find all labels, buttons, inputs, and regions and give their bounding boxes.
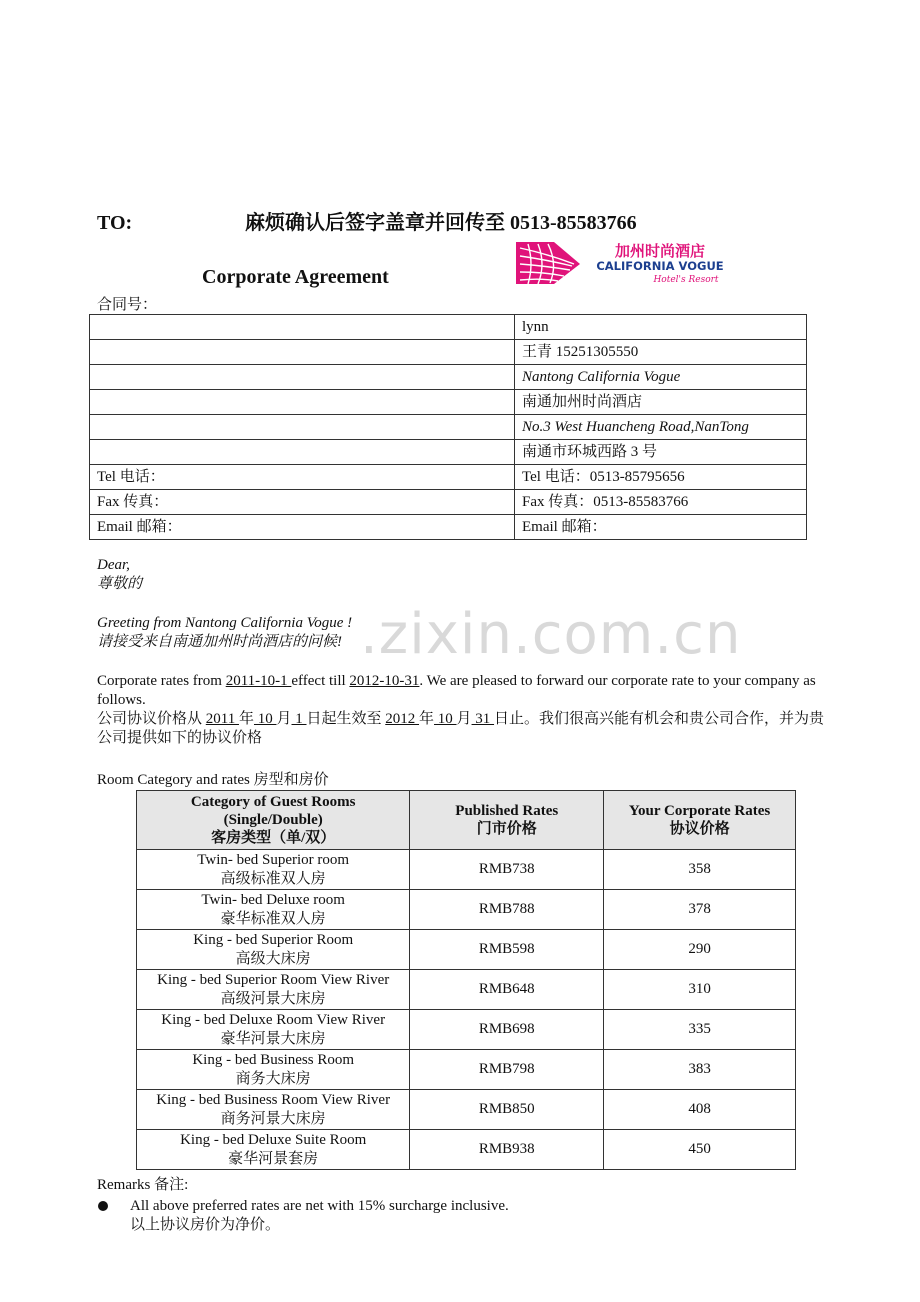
globe-emblem-icon <box>516 242 580 284</box>
end-month: 10 <box>434 711 457 727</box>
salutation <box>97 556 839 594</box>
text: 日起生效至 <box>306 711 386 727</box>
table-row <box>137 890 796 930</box>
room-category-cell <box>137 930 410 970</box>
end-date: 2012-10-31 <box>349 673 420 689</box>
header-cn: 协议价格 <box>669 821 730 837</box>
logo-name-en: CALIFORNIA VOGUE <box>596 259 724 273</box>
start-year: 2011 <box>205 711 239 727</box>
room-name-en: King - bed Business Room <box>192 1051 355 1068</box>
room-rates-table <box>136 790 796 1170</box>
text: 日止。我们很高兴能有机会和贵公司合作，并为贵公司提供如下的协议价格 <box>97 711 825 746</box>
published-rate-cell: RMB598 <box>410 930 604 970</box>
room-category-cell <box>137 850 410 890</box>
room-name-cn: 商务河景大床房 <box>220 1110 326 1127</box>
room-section-label: Room Category and rates 房型和房价 <box>97 772 329 788</box>
greeting-cn: 请接受来自南通加州时尚酒店的问候! <box>97 634 342 650</box>
table-header-row <box>137 791 796 850</box>
client-tel-cell[interactable]: Tel 电话： <box>90 465 515 490</box>
bullet-icon <box>98 1201 108 1211</box>
salutation-cn: 尊敬的 <box>97 576 143 592</box>
hotel-fax-cell: Fax 传真：0513-85583766 <box>515 490 807 515</box>
corporate-rate-cell: 450 <box>604 1130 796 1170</box>
text: 年 <box>238 711 254 727</box>
to-label: TO: <box>97 212 133 234</box>
room-name-cn: 豪华河景套房 <box>228 1150 319 1167</box>
corporate-rate-cell: 290 <box>604 930 796 970</box>
contract-number-label: 合同号： <box>97 297 158 313</box>
published-rate-cell: RMB788 <box>410 890 604 930</box>
hotel-cell: Nantong California Vogue <box>515 365 807 390</box>
corporate-rate-cell: 310 <box>604 970 796 1010</box>
watermark: .zixin.com.cn <box>360 602 742 667</box>
remarks-label: Remarks 备注: <box>97 1177 189 1193</box>
text: 年 <box>419 711 435 727</box>
contact-info-table <box>89 314 807 540</box>
salutation-en: Dear, <box>97 557 130 573</box>
table-row <box>137 1090 796 1130</box>
hotel-cell: lynn <box>515 315 807 340</box>
remark-text-cn: 以上协议房价为净价。 <box>130 1217 281 1233</box>
col-header-category <box>137 791 410 850</box>
room-name-en: King - bed Superior Room <box>193 931 354 948</box>
room-name-cn: 高级河景大床房 <box>220 990 326 1007</box>
start-month: 10 <box>253 711 277 727</box>
text: effect till <box>291 673 350 689</box>
room-name-cn: 高级标准双人房 <box>220 870 326 887</box>
header-en: Your Corporate Rates <box>628 803 771 819</box>
client-cell[interactable] <box>90 365 515 390</box>
header-en: Category of Guest Rooms <box>190 794 356 810</box>
client-email-cell[interactable]: Email 邮箱： <box>90 515 515 540</box>
table-row <box>137 930 796 970</box>
published-rate-cell: RMB938 <box>410 1130 604 1170</box>
room-category-cell <box>137 890 410 930</box>
remark-item <box>130 1197 830 1235</box>
published-rate-cell: RMB850 <box>410 1090 604 1130</box>
text: 月 <box>276 711 292 727</box>
rate-terms-en <box>97 672 839 710</box>
to-line <box>97 206 637 235</box>
client-cell[interactable] <box>90 390 515 415</box>
room-category-cell <box>137 1050 410 1090</box>
hotel-cell: No.3 West Huancheng Road,NanTong <box>515 415 807 440</box>
published-rate-cell: RMB738 <box>410 850 604 890</box>
page-title: Corporate Agreement <box>202 266 389 288</box>
hotel-tel-cell: Tel 电话：0513-85795656 <box>515 465 807 490</box>
room-name-cn: 豪华标准双人房 <box>220 910 326 927</box>
header-en: (Single/Double) <box>223 812 323 828</box>
table-row <box>90 440 807 465</box>
table-row <box>137 1050 796 1090</box>
end-day: 31 <box>471 711 495 727</box>
published-rate-cell: RMB798 <box>410 1050 604 1090</box>
room-name-en: King - bed Business Room View River <box>156 1091 391 1108</box>
greeting-en: Greeting from Nantong California Vogue ! <box>97 615 353 631</box>
fax-back-instruction: 麻烦确认后签字盖章并回传至 0513-85583766 <box>245 212 637 234</box>
table-row <box>90 365 807 390</box>
hotel-cell: 南通市环城西路 3 号 <box>515 440 807 465</box>
room-category-cell <box>137 1090 410 1130</box>
table-row <box>90 415 807 440</box>
start-date: 2011-10-1 <box>225 673 292 689</box>
room-name-en: Twin- bed Deluxe room <box>201 891 345 908</box>
room-category-cell <box>137 970 410 1010</box>
text: Corporate rates from <box>97 673 226 689</box>
client-fax-cell[interactable]: Fax 传真： <box>90 490 515 515</box>
table-row <box>137 850 796 890</box>
table-row <box>90 390 807 415</box>
client-cell[interactable] <box>90 315 515 340</box>
corporate-rate-cell: 408 <box>604 1090 796 1130</box>
table-row <box>90 465 807 490</box>
table-row <box>137 1130 796 1170</box>
published-rate-cell: RMB648 <box>410 970 604 1010</box>
room-category-cell <box>137 1010 410 1050</box>
hotel-cell: 南通加州时尚酒店 <box>515 390 807 415</box>
header-en: Published Rates <box>455 803 559 819</box>
room-name-cn: 豪华河景大床房 <box>220 1030 326 1047</box>
hotel-cell: 王青 15251305550 <box>515 340 807 365</box>
corporate-rate-cell: 383 <box>604 1050 796 1090</box>
room-name-cn: 高级大床房 <box>235 950 311 967</box>
room-name-cn: 商务大床房 <box>235 1070 311 1087</box>
rate-terms-cn <box>97 710 839 748</box>
text: . We are pleased to forward our corporate rate to your company as follows. <box>97 673 816 708</box>
table-row <box>137 1010 796 1050</box>
rate-terms <box>97 672 839 748</box>
table-row <box>90 315 807 340</box>
corporate-rate-cell: 335 <box>604 1010 796 1050</box>
room-name-en: King - bed Deluxe Room View River <box>161 1011 386 1028</box>
col-header-corporate <box>604 791 796 850</box>
table-row <box>90 490 807 515</box>
logo-name-cn: 加州时尚酒店 <box>614 242 706 260</box>
hotel-email-cell: Email 邮箱： <box>515 515 807 540</box>
text: 公司协议价格从 <box>97 711 206 727</box>
end-year: 2012 <box>385 711 420 727</box>
client-cell[interactable] <box>90 340 515 365</box>
corporate-rate-cell: 358 <box>604 850 796 890</box>
header-cn: 门市价格 <box>476 821 537 837</box>
table-row <box>90 515 807 540</box>
client-cell[interactable] <box>90 415 515 440</box>
room-name-en: King - bed Deluxe Suite Room <box>180 1131 367 1148</box>
corporate-rate-cell: 378 <box>604 890 796 930</box>
table-row <box>137 970 796 1010</box>
room-name-en: Twin- bed Superior room <box>197 851 350 868</box>
published-rate-cell: RMB698 <box>410 1010 604 1050</box>
col-header-published <box>410 791 604 850</box>
client-cell[interactable] <box>90 440 515 465</box>
header-cn: 客房类型（单/双） <box>211 830 336 846</box>
hotel-logo <box>514 240 740 286</box>
text: 月 <box>456 711 472 727</box>
room-name-en: King - bed Superior Room View River <box>157 971 390 988</box>
logo-tagline: Hotel's Resort <box>653 275 719 285</box>
table-row <box>90 340 807 365</box>
room-category-cell <box>137 1130 410 1170</box>
remark-text-en: All above preferred rates are net with 15% surcharge inclusive. <box>130 1198 509 1214</box>
start-day: 1 <box>291 711 307 727</box>
